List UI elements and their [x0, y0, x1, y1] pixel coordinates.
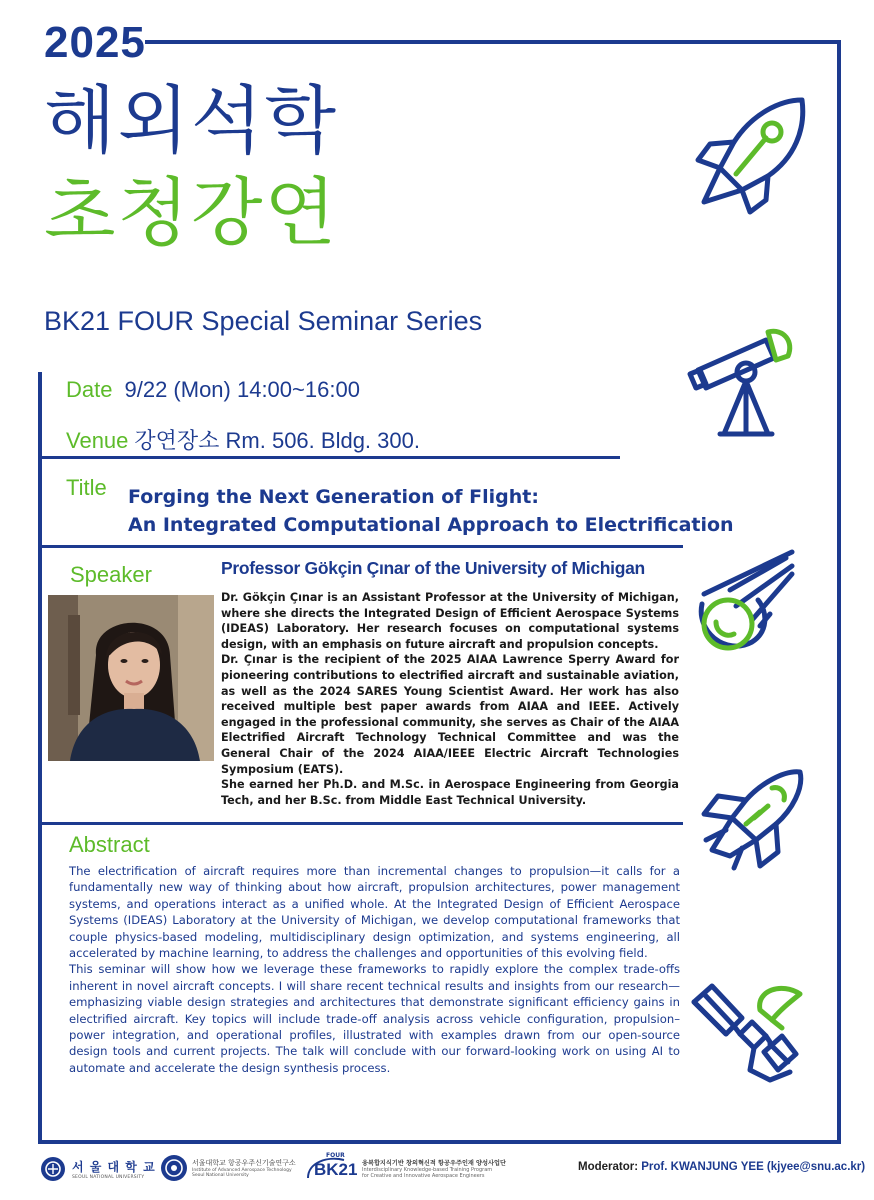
- talk-title-line1: Forging the Next Generation of Flight:: [128, 486, 539, 508]
- divider-speaker: [38, 822, 683, 825]
- frame-bottom-border: [38, 1140, 841, 1144]
- title-label: Title: [66, 475, 107, 500]
- bk21-name-kr: 융복합지식기반 창의혁신적 항공우주인재 양성사업단: [362, 1159, 506, 1167]
- title-korean-line2: 초청강연: [44, 170, 338, 256]
- frame-right-border: [837, 40, 841, 1143]
- bio-paragraph: Dr. Gökçin Çınar is an Assistant Professor at the University of Michigan, where she directs the Integrated Design of Efficient Aerospace Systems (IDEAS) Laboratory. Her research focuses on computational systems design, with an emphasis on future aircraft and propulsion concepts.: [221, 591, 679, 651]
- date-label: Date: [66, 377, 113, 402]
- bio-paragraph: She earned her Ph.D. and M.Sc. in Aerospace Engineering from Georgia Tech, and her B.Sc. from Middle East Technical University.: [221, 778, 679, 807]
- speaker-portrait-image: [48, 595, 214, 761]
- snu-emblem-icon: [40, 1156, 66, 1182]
- satellite-icon: [690, 980, 808, 1092]
- bk21-name-en2: for Creative and Innovative Aerospace Engineers: [362, 1172, 485, 1179]
- abstract-label: Abstract: [69, 832, 150, 857]
- divider-venue: [38, 456, 620, 459]
- bk21-mark: BK21: [314, 1160, 358, 1179]
- moderator: [578, 1161, 865, 1173]
- title-korean-line1: 해외석학: [44, 78, 338, 164]
- iaat-name-en1: Institute of Advanced Aerospace Technology: [192, 1168, 292, 1173]
- iaat-logo: [160, 1154, 296, 1182]
- abstract-paragraph: This seminar will show how we leverage these frameworks to rapidly explore the complex trade-offs inherent in novel aircraft concepts. I will share recent technical results and insights from our research—emphasizing viable design strategies and architectures that demonstrate significant efficiency gains in electrified aircraft. Key topics will include trade-off analysis across vehicle configuration, propulsion–power integration, and operational profiles, illustrated with examples drawn from our open-source design tools and current projects. The talk will conclude with our forward-looking work on using AI to automate and accelerate the design synthesis process.: [69, 962, 680, 1075]
- talk-title-line2: An Integrated Computational Approach to Electrification: [128, 514, 734, 536]
- bk21-four: FOUR: [326, 1152, 345, 1159]
- venue-row: [66, 424, 420, 455]
- venue-label: Venue: [66, 428, 129, 453]
- speaker-name: Professor Gökçin Çınar of the University of Michigan: [221, 558, 645, 578]
- divider-title: [38, 545, 683, 548]
- year: 2025: [44, 18, 146, 67]
- speaker-label: Speaker: [70, 562, 152, 587]
- seminar-series: BK21 FOUR Special Seminar Series: [44, 306, 483, 336]
- abstract-text: [69, 863, 680, 1076]
- iaat-emblem-icon: [160, 1154, 188, 1182]
- iaat-name-en2: Seoul National University: [192, 1173, 249, 1178]
- space-shuttle-icon: [696, 766, 808, 874]
- rocket-icon: [690, 90, 816, 220]
- talk-title: [128, 483, 734, 539]
- bk21-logo: [304, 1152, 506, 1184]
- comet-icon: [690, 548, 800, 658]
- speaker-photo: [48, 595, 214, 761]
- bk21-name-en1: Interdisciplinary Knowledge-based Training Program: [362, 1166, 493, 1173]
- moderator-name: Prof. KWANJUNG YEE (kjyee@snu.ac.kr): [641, 1161, 866, 1173]
- venue-value: 강연장소 Rm. 506. Bldg. 300.: [134, 428, 420, 453]
- frame-left-border: [38, 372, 42, 1143]
- frame-top-border: [145, 40, 841, 44]
- snu-name-en: SEOUL NATIONAL UNIVERSITY: [72, 1175, 145, 1180]
- date-row: [66, 377, 360, 403]
- date-value: 9/22 (Mon) 14:00~16:00: [124, 377, 360, 402]
- abstract-paragraph: The electrification of aircraft requires more than incremental changes to propulsion—it calls for a fundamentally new way of thinking about how aircraft, propulsion architectures, power management systems, and operations interact as a unified whole. At the Integrated Design of Efficient Aerospace Systems (IDEAS) Laboratory at the University of Michigan, we develop computational frameworks that couple physics-based modeling, multidisciplinary design optimization, and systems engineering, all accelerated by machine learning, to address the challenges and opportunities of this evolving field.: [69, 864, 680, 961]
- telescope-icon: [684, 322, 800, 440]
- iaat-name-kr: 서울대학교 항공우주신기술연구소: [192, 1159, 296, 1167]
- moderator-label: Moderator:: [578, 1161, 639, 1173]
- snu-logo: [40, 1156, 156, 1182]
- speaker-bio: [221, 590, 679, 808]
- bio-paragraph: Dr. Çınar is the recipient of the 2025 AIAA Lawrence Sperry Award for pioneering contributions to electrified aircraft and sustainable aviation, as well as the 2024 SARES Young Scientist Award. Her work has also received multiple best paper awards from AIAA and IEEE. Actively engaged in the professional community, she serves as Chair of the AIAA Electrified Aircraft Technology Technical Committee and was the General Chair of the 2024 AIAA/IEEE Electric Aircraft Technologies Symposium (EATS).: [221, 653, 679, 776]
- snu-name-kr: 서 울 대 학 교: [72, 1160, 156, 1174]
